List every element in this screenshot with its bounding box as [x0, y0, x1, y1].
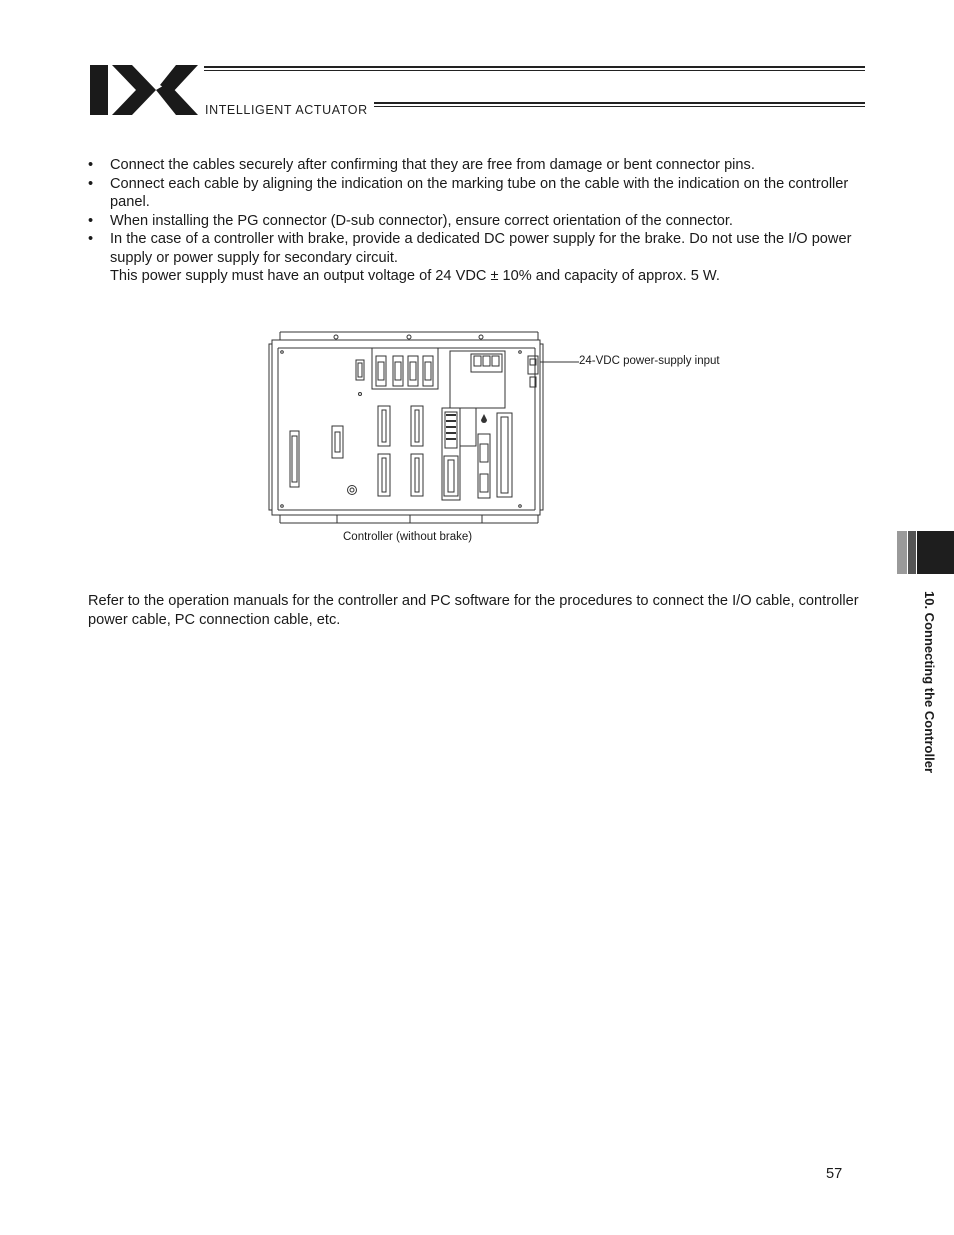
list-item [88, 212, 868, 231]
list-item-text: In the case of a controller with brake, provide a dedicated DC power supply for the brake. Do not use the I/O power supply or power supply for secondary circuit. [110, 231, 852, 266]
header-rule-top-thin [204, 70, 865, 71]
list-item [88, 175, 868, 212]
header-rule-bottom [374, 102, 865, 104]
bullet-marker: • [88, 212, 94, 229]
list-item-text: Connect the cables securely after confirming that they are free from damage or bent connector pins. [110, 157, 755, 173]
page-number: 57 [826, 1166, 843, 1182]
callout-power-input: 24-VDC power-supply input [579, 355, 720, 367]
list-item-text: When installing the PG connector (D-sub connector), ensure correct orientation of the connector. [110, 212, 733, 229]
bullet-marker: • [88, 157, 94, 173]
precaution-list [88, 156, 868, 286]
list-item [88, 230, 868, 286]
bullet-marker: • [88, 231, 94, 247]
chapter-tab-blocks [897, 531, 954, 574]
figure-caption: Controller (without brake) [343, 531, 473, 543]
header-rule-top [204, 66, 865, 68]
list-item [88, 156, 868, 175]
reference-paragraph: Refer to the operation manuals for the controller and PC software for the procedures to connect the I/O cable, controller power cable, PC connection cable, etc. [88, 593, 859, 628]
ix-logo [88, 63, 200, 117]
list-item-text: Connect each cable by aligning the indication on the marking tube on the cable with the indication on the controller panel. [110, 175, 849, 210]
header-rule-bottom-thin [374, 106, 865, 107]
chapter-tab-label [919, 591, 937, 821]
chapter-tab-text: 10. Connecting the Controller [922, 591, 937, 774]
list-item-note: This power supply must have an output voltage of 24 VDC ± 10% and capacity of approx. 5 W. [110, 268, 720, 284]
bullet-marker: • [88, 175, 94, 192]
brand-name: INTELLIGENT ACTUATOR [205, 103, 368, 117]
